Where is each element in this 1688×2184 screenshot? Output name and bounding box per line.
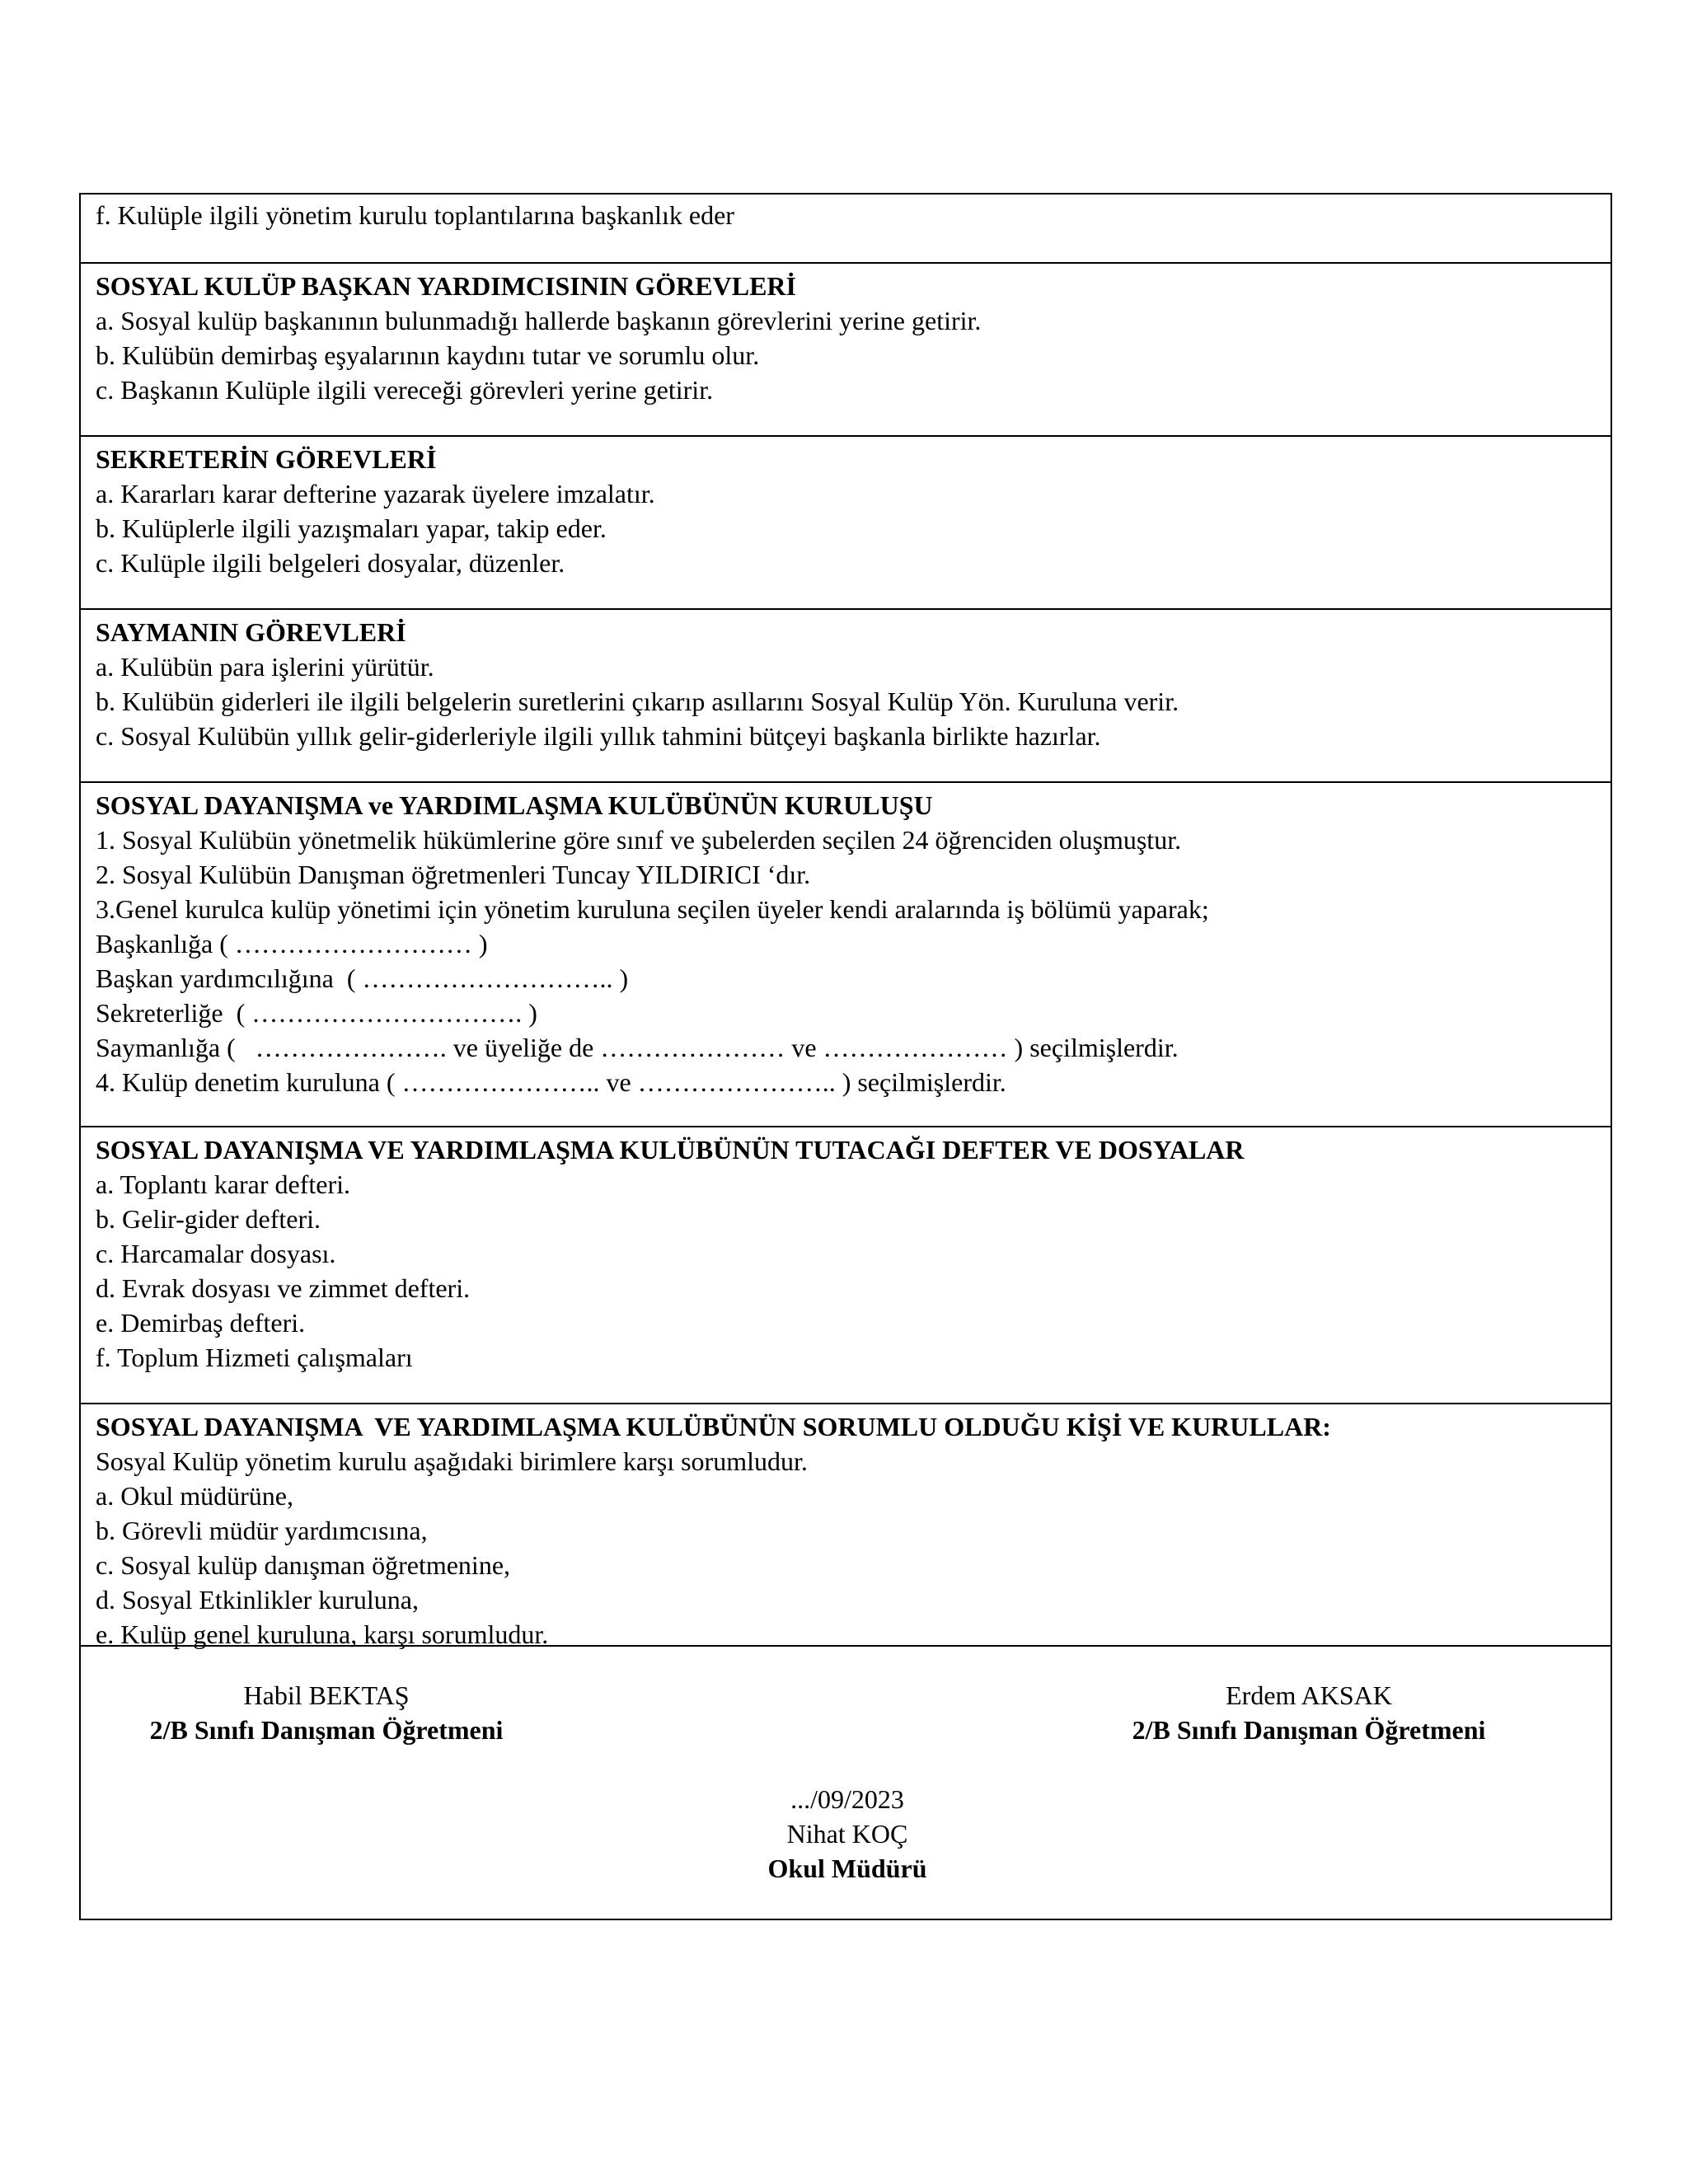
section-heading: SOSYAL DAYANIŞMA VE YARDIMLAŞMA KULÜBÜNÜN TUTACAĞI DEFTER VE DOSYALAR [96, 1135, 1245, 1165]
section-secretary-duties [81, 437, 1611, 610]
section-line: b. Kulübün giderleri ile ilgili belgelerin suretlerini çıkarıp asıllarını Sosyal Kulüp Yön. Kuruluna verir. [96, 687, 1179, 716]
section-line: c. Başkanın Kulüple ilgili vereceği görevleri yerine getirir. [96, 375, 714, 405]
section-line: b. Görevli müdür yardımcısına, [96, 1516, 428, 1545]
section-heading: SOSYAL DAYANIŞMA VE YARDIMLAŞMA KULÜBÜNÜN SORUMLU OLDUĞU KİŞİ VE KURULLAR: [96, 1412, 1331, 1441]
section-heading: SEKRETERİN GÖREVLERİ [96, 444, 437, 474]
section-line: a. Sosyal kulüp başkanının bulunmadığı hallerde başkanın görevlerini yerine getirir. [96, 306, 982, 335]
section-line: 1. Sosyal Kulübün yönetmelik hükümlerine göre sınıf ve şubelerden seçilen 24 öğrenciden oluşmuştur. [96, 825, 1182, 855]
section-line: b. Kulüplerle ilgili yazışmaları yapar, takip eder. [96, 513, 607, 543]
signature-block [81, 1647, 1611, 1919]
section-line: f. Toplum Hizmeti çalışmaları [96, 1343, 413, 1372]
section-line: Sosyal Kulüp yönetim kurulu aşağıdaki birimlere karşı sorumludur. [96, 1446, 808, 1476]
section-line: d. Evrak dosyası ve zimmet defteri. [96, 1273, 471, 1303]
signature-right [1078, 1678, 1540, 1747]
section-heading: SOSYAL KULÜP BAŞKAN YARDIMCISININ GÖREVLERİ [96, 271, 796, 301]
section-heading: SAYMANIN GÖREVLERİ [96, 617, 406, 647]
section-line: b. Gelir-gider defteri. [96, 1204, 321, 1234]
signature-left [96, 1678, 557, 1747]
section-line: a. Kararları karar defterine yazarak üyelere imzalatır. [96, 479, 655, 509]
section-heading: SOSYAL DAYANIŞMA ve YARDIMLAŞMA KULÜBÜNÜN KURULUŞU [96, 790, 933, 820]
section-line: Başkan yardımcılığına ( ……………………….. ) [96, 963, 629, 993]
section-president-tail [81, 194, 1611, 264]
signer-name: Nihat KOÇ [786, 1819, 908, 1849]
section-line: e. Kulüp genel kuruluna, karşı sorumludur. [96, 1619, 549, 1649]
signature-principal [600, 1782, 1095, 1886]
section-line: a. Okul müdürüne, [96, 1481, 293, 1511]
signer-title: 2/B Sınıfı Danışman Öğretmeni [1132, 1715, 1486, 1745]
section-treasurer-duties [81, 610, 1611, 783]
section-line: c. Sosyal kulüp danışman öğretmenine, [96, 1550, 511, 1580]
section-line: c. Kulüple ilgili belgeleri dosyalar, düzenler. [96, 548, 565, 578]
section-line: a. Toplantı karar defteri. [96, 1169, 351, 1199]
section-line: 3.Genel kurulca kulüp yönetimi için yönetim kuruluna seçilen üyeler kendi aralarında iş bölümü yaparak; [96, 894, 1209, 924]
section-vice-president-duties [81, 264, 1611, 437]
signature-date: .../09/2023 [790, 1784, 904, 1814]
section-line: Başkanlığa ( ……………………… ) [96, 929, 488, 958]
section-line: Saymanlığa ( …………………. ve üyeliğe de ………………… ve ………………… ) seçilmişlerdir. [96, 1033, 1179, 1062]
signer-name: Erdem AKSAK [1226, 1680, 1392, 1710]
section-responsibilities [81, 1404, 1611, 1647]
document-table [79, 193, 1612, 1920]
section-line: 4. Kulüp denetim kuruluna ( ………………….. ve ………………….. ) seçilmişlerdir. [96, 1067, 1006, 1097]
section-line: 2. Sosyal Kulübün Danışman öğretmenleri Tuncay YILDIRICI ‘dır. [96, 860, 811, 889]
signer-title: Okul Müdürü [767, 1854, 927, 1883]
section-line: Sekreterliğe ( …………………………. ) [96, 998, 537, 1028]
section-line: d. Sosyal Etkinlikler kuruluna, [96, 1585, 419, 1615]
signer-title: 2/B Sınıfı Danışman Öğretmeni [149, 1715, 504, 1745]
section-line: c. Harcamalar dosyası. [96, 1239, 336, 1268]
section-club-formation [81, 783, 1611, 1127]
section-line: a. Kulübün para işlerini yürütür. [96, 652, 434, 682]
section-line: f. Kulüple ilgili yönetim kurulu toplantılarına başkanlık eder [96, 200, 734, 230]
section-line: c. Sosyal Kulübün yıllık gelir-giderleriyle ilgili yıllık tahmini bütçeyi başkanla birlikte hazırlar. [96, 721, 1101, 751]
section-line: e. Demirbaş defteri. [96, 1308, 306, 1338]
section-line: b. Kulübün demirbaş eşyalarının kaydını tutar ve sorumlu olur. [96, 340, 760, 370]
section-books-and-files [81, 1127, 1611, 1404]
signer-name: Habil BEKTAŞ [243, 1680, 410, 1710]
